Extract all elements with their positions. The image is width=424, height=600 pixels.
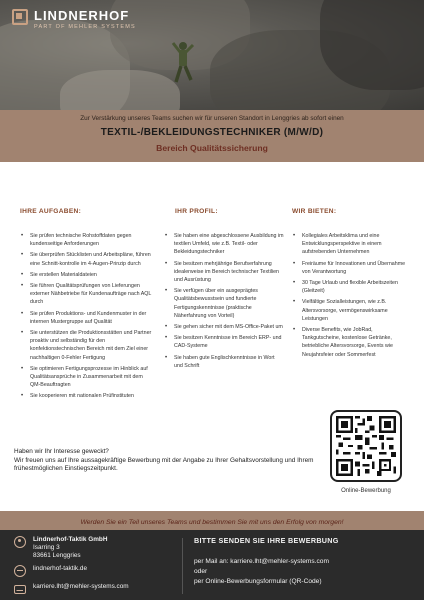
job-subtitle: Bereich Qualitätssicherung (156, 143, 268, 153)
apply-by-mail[interactable]: per Mail an: karriere.lht@mehler-systems.com (194, 558, 329, 565)
apply-or: oder (194, 568, 208, 575)
list-item: • Sie prüfen technische Rohstoffdaten gegen kundenseitige Anforderungen (20, 232, 154, 248)
footer (0, 530, 424, 600)
list-item: • Kollegiales Arbeitsklima und eine Entwicklungsperspektive in einem aufstrebenden Unternehmen (292, 232, 412, 257)
logo-tagline: PART OF MEHLER SYSTEMS (34, 24, 136, 30)
envelope-icon (14, 585, 26, 594)
closing-question: Haben wir Ihr Interesse geweckt? (14, 448, 109, 455)
tasks-column (20, 208, 154, 404)
offer-heading: WIR BIETEN: (292, 208, 337, 215)
apply-info (194, 536, 414, 587)
offer-column (292, 208, 412, 362)
globe-icon (14, 565, 26, 577)
job-title: TEXTIL-/BEKLEIDUNGSTECHNIKER (M/W/D) (100, 127, 324, 138)
climber-figure (170, 40, 196, 86)
list-item: • Sie unterstützen die Produktionsstätten und Partner proaktiv und selbständig für den konfektionstechnischen Bereich mit dem Ziel einer nachhaltigen 0-Fehler Fertigung (20, 329, 154, 362)
contact-info (14, 536, 129, 594)
list-item: • 30 Tage Urlaub und flexible Arbeitszeiten (Gleitzeit) (292, 279, 412, 295)
list-item: • Sie kooperieren mit nationalen Prüfinstituten (20, 392, 154, 400)
profile-list (164, 232, 284, 370)
footer-divider (182, 538, 183, 594)
qr-label: Online-Bewerbung (341, 488, 391, 494)
hero-image (0, 0, 424, 110)
list-item: • Sie prüfen Produktions- und Kundenmuster in der internen Mustergruppe auf Qualität (20, 310, 154, 326)
slogan-text: Werden Sie ein Teil unseres Teams und bestimmen Sie mit uns den Erfolg von morgen! (80, 519, 344, 526)
closing-text (14, 448, 314, 474)
list-item: • Sie besitzen Kenntnisse im Bereich ERP- und CAD-Systeme (164, 334, 284, 350)
offer-list (292, 232, 412, 359)
location-pin-icon (14, 536, 26, 548)
list-item: • Sie verfügen über ein ausgeprägtes Qualitätsbewusstsein und fundierte Fertigungskenntnisse (praktische Näherfahrung von Vorteil) (164, 287, 284, 320)
list-item: • Sie haben eine abgeschlossene Ausbildung im textilen Umfeld, wie z.B. Textil- oder Bekleidungstechniker (164, 232, 284, 257)
list-item: • Sie besitzen mehrjährige Berufserfahrung idealerweise im Bereich technischer Textilien und Ausrüstung (164, 260, 284, 285)
logo-name: LINDNERHOF (34, 8, 130, 23)
list-item: • Sie überprüfen Stücklisten und Arbeitspläne, führen eine Schnitt-kontrolle im 4-Augen-Prinzip durch (20, 251, 154, 267)
qr-code-icon (336, 416, 396, 476)
list-item: • Vielfältige Sozialleistungen, wie z.B. Altersvorsorge, vermögenswirksame Leistungen (292, 298, 412, 323)
tasks-list (20, 232, 154, 401)
list-item: • Sie haben gute Englischkenntnisse in Wort und Schrift (164, 354, 284, 370)
logo-icon (12, 9, 28, 25)
apply-by-form: per Online-Bewerbungsformular (QR-Code) (194, 578, 322, 585)
email-link[interactable]: karriere.lht@mehler-systems.com (33, 583, 129, 590)
title-band (0, 110, 424, 162)
qr-code[interactable] (330, 410, 402, 482)
intro-text: Zur Verstärkung unseres Teams suchen wir für unseren Standort in Lenggries ab sofort einen (80, 115, 344, 122)
apply-heading: BITTE SENDEN SIE IHRE BEWERBUNG (194, 536, 339, 545)
company-street: Isarring 3 (33, 544, 60, 551)
company-name: Lindnerhof-Taktik GmbH (33, 536, 108, 543)
company-city: 83661 Lenggries (33, 552, 81, 559)
closing-body: Wir freuen uns auf Ihre aussagekräftige Bewerbung mit der Angabe zu Ihrer Gehaltsvorstellung und Ihrem frühestmöglichen Einstiegszeitpunkt. (14, 456, 314, 473)
tasks-heading: IHRE AUFGABEN: (20, 208, 82, 215)
list-item: • Sie führen Qualitätsprüfungen von Lieferungen externer Nähbetriebe für Kundenaufträge nach AQL durch (20, 282, 154, 307)
list-item: • Sie erstellen Materialdateien (20, 271, 154, 279)
slogan-band (0, 511, 424, 530)
list-item: • Sie optimieren Fertigungsprozesse im Hinblick auf Qualitätsansprüche in Zusammenarbeit mit dem QM-Beauftragten (20, 365, 154, 390)
company-logo (12, 8, 136, 30)
list-item: • Sie gehen sicher mit dem MS-Office-Paket um (164, 323, 284, 331)
website-link[interactable]: lindnerhof-taktik.de (33, 565, 87, 572)
list-item: • Diverse Benefits, wie JobRad, Tankgutscheine, kostenlose Getränke, betriebliche Altersvorsorge, Events wie Neujahrsfeier oder Sommerfest (292, 326, 412, 359)
profile-heading: IHR PROFIL: (175, 208, 218, 215)
list-item: • Freiräume für Innovationen und Übernahme von Verantwortung (292, 260, 412, 276)
profile-column (164, 208, 284, 373)
